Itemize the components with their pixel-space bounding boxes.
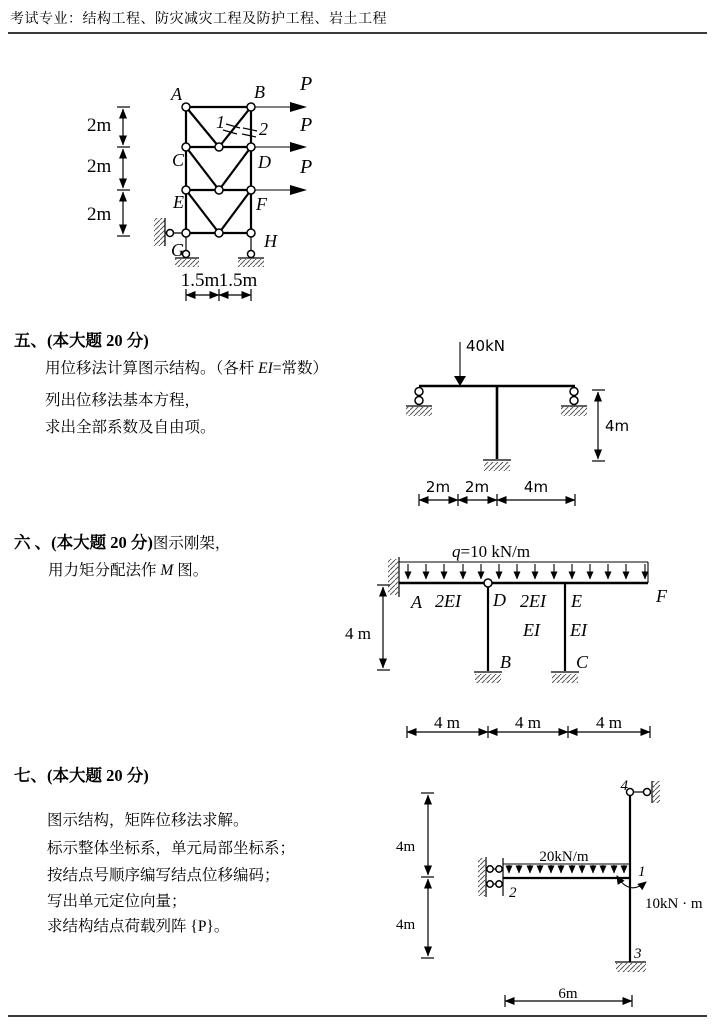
frame6-label-d: D [493, 590, 506, 610]
frame6-dim-4m-vertical: 4 m [345, 624, 371, 643]
frame6-stiffness-ec: EI [570, 620, 587, 640]
frame7-left-dimension [396, 793, 434, 958]
truss-cut-label-1: 1 [216, 112, 225, 132]
g-support-hatch [175, 259, 199, 267]
exam-major-header: 考试专业：结构工程、防灾减灾工程及防护工程、岩土工程 [10, 12, 387, 27]
section7-line3: 按结点号顺序编写结点位移编码； [47, 867, 280, 884]
frame5-dim-4m-3: 4m [523, 478, 549, 496]
frame6-distributed-load [399, 542, 648, 583]
problem7-figure [390, 775, 719, 1010]
problem5-figure [390, 330, 719, 515]
truss-label-f: F [256, 194, 267, 214]
frame7-dim-4m-bottom: 4m [396, 917, 416, 933]
frame7-node-1-label: 1 [638, 864, 646, 880]
frame7-node-4-label: 4 [620, 778, 628, 794]
load-20knm-label: 20kN/m [539, 849, 589, 865]
moment-10knm-label: 10kN · m [645, 896, 703, 912]
frame5-dim-2m-1: 2m [425, 478, 451, 496]
frame6-label-a: A [411, 592, 422, 612]
truss-label-a: A [171, 84, 182, 104]
frame7-members [503, 795, 630, 962]
truss-dim-2m-2: 2m [87, 156, 112, 177]
truss-bottom-dimension [181, 270, 258, 301]
m-symbol: M [160, 562, 174, 579]
h-support-hatch [238, 259, 264, 267]
section5-line2: 列出位移法基本方程， [45, 392, 201, 409]
frame5-dim-4m-vertical: 4m [605, 417, 630, 435]
section7-line5: 求结构结点荷载列阵 {P}。 [47, 918, 230, 935]
frame6-label-b: B [500, 652, 511, 672]
section5-line1: 用位移法计算图示结构。（各杆 EI=常数） [45, 360, 329, 377]
truss-load-arrows [251, 102, 307, 195]
frame6-dim-4m-3: 4 m [596, 713, 622, 732]
section7-line2: 标示整体坐标系，单元局部坐标系； [47, 840, 296, 857]
footer-rule [8, 1015, 707, 1017]
frame7-distributed-load [503, 849, 630, 873]
frame7-bottom-dimension [505, 986, 632, 1007]
frame6-fixed-base-b [474, 672, 502, 683]
truss-label-d: D [258, 152, 271, 172]
frame6-fixed-base-c [551, 672, 579, 683]
truss-left-dimension [87, 107, 130, 236]
frame6-stiffness-db: EI [523, 620, 540, 640]
problem6-figure [340, 538, 719, 738]
truss-dim-2m-3: 2m [87, 204, 112, 225]
ei-symbol: EI [258, 360, 273, 377]
frame6-stiffness-ad: 2EI [435, 591, 461, 611]
section7-heading: 七、(本大题 20 分) [14, 766, 149, 785]
section5-heading: 五、(本大题 20 分) [14, 331, 149, 350]
truss-label-h: H [264, 231, 277, 251]
truss-label-c: C [171, 150, 184, 170]
frame6-labels [410, 586, 668, 672]
frame7-dim-6m: 6m [558, 986, 578, 1002]
frame6-label-f: F [656, 586, 667, 606]
frame5-right-dimension [592, 390, 629, 461]
truss-figure [70, 60, 320, 305]
frame6-stiffness-de: 2EI [520, 591, 546, 611]
truss-dim-15m-2: 1.5m [218, 270, 258, 291]
left-wall-hatch [154, 218, 165, 246]
truss-load-label-p2: P [300, 114, 313, 136]
truss-dim-2m-1: 2m [87, 115, 112, 136]
truss-label-e: E [173, 192, 184, 212]
section7-line1: 图示结构，矩阵位移法求解。 [47, 812, 249, 829]
section7-line4: 写出单元定位向量； [47, 893, 187, 910]
frame7-node-2-label: 2 [509, 885, 517, 901]
truss-label-g: G [171, 240, 184, 260]
truss-load-label-p3: P [300, 156, 313, 178]
frame6-label-e: E [571, 591, 582, 611]
truss-label-b: B [254, 82, 265, 102]
hinge-at-d [484, 579, 492, 587]
truss-load-label-p1: P [300, 73, 313, 95]
section5-line3: 求出全部系数及自由项。 [45, 419, 216, 436]
frame6-label-c: C [576, 652, 589, 672]
frame7-top-link-support [621, 778, 661, 803]
frame6-wall [388, 557, 399, 597]
truss-dim-15m-1: 1.5m [180, 270, 220, 291]
load-40kn-label: 40kN [466, 337, 505, 355]
frame5-fixed-base [483, 460, 511, 471]
frame5-members [419, 386, 575, 459]
header-rule [8, 32, 707, 34]
frame7-node-3-label: 3 [634, 946, 642, 962]
frame6-dim-4m-2: 4 m [515, 713, 541, 732]
frame5-right-roller-support [561, 388, 587, 417]
truss-cut-label-2: 2 [259, 119, 268, 139]
frame6-dim-4m-1: 4 m [434, 713, 460, 732]
section6-heading: 六 、(本大题 20 分)图示刚架， [14, 533, 231, 552]
frame6-left-dimension [345, 585, 390, 670]
frame5-dim-2m-2: 2m [464, 478, 490, 496]
frame5-bottom-dimension [419, 478, 575, 506]
q-load-label: q=10 kN/m [452, 542, 531, 561]
frame6-bottom-dimension [407, 713, 650, 738]
section6-line2: 用力矩分配法作 M 图。 [48, 562, 209, 579]
frame5-left-roller-support [406, 388, 432, 417]
frame5-load [454, 337, 505, 386]
frame7-dim-4m-top: 4m [396, 839, 416, 855]
